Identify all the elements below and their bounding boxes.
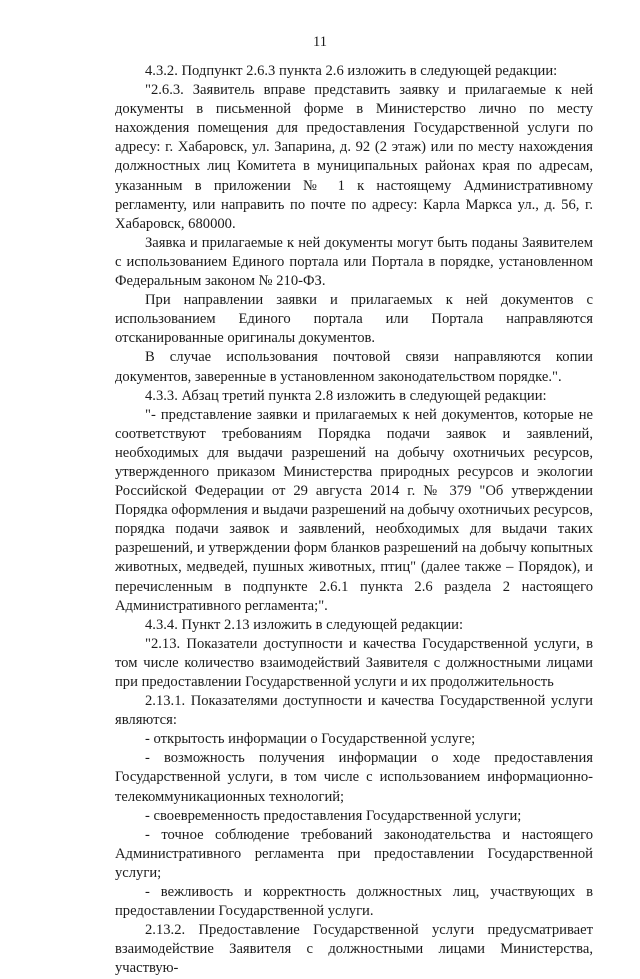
paragraph-portal-submission: Заявка и прилагаемые к ней документы могут быть поданы Заявителем с использованием Единого портала или Портала в порядке, установленном Федеральным законом № 210-ФЗ. [115, 234, 593, 290]
paragraph-postal-copies: В случае использования почтовой связи направляются копии документов, заверенные в установленном законодательством порядке.". [115, 349, 593, 385]
paragraph-2-13-2: 2.13.2. Предоставление Государственной услуги предусматривает взаимодействие Заявителя с должностными лицами Министерства, участвую- [115, 922, 593, 977]
paragraph-scanned-originals: При направлении заявки и прилагаемых к ней документов с использованием Единого портала или Портала направляются отсканированные оригиналы документов. [115, 292, 593, 347]
paragraph-4-3-4: 4.3.4. Пункт 2.13 изложить в следующей редакции: [145, 616, 464, 633]
paragraph-2-13-1: 2.13.1. Показателями доступности и качества Государственной услуги являются: [115, 693, 593, 729]
list-item-courtesy: - вежливость и корректность должностных лиц, участвующих в предоставлении Государственной услуги. [115, 884, 593, 920]
paragraph-refusal-ground: "- представление заявки и прилагаемых к ней документов, которые не соответствуют требованиям Порядка подачи заявок и заявлений, необходимых для выдачи разрешений на добычу охотничьих ресурсов, утвержденного приказом Министерства природных ресурсов и экологии Российской Федерации от 29 августа 2014 г. № 379 "Об утверждении Порядка оформления и выдачи разрешений на добычу охотничьих ресурсов, порядка подачи заявок и заявлений, необходимых для выдачи таких разрешений, и утверждении форм бланков разрешений на добычу копытных животных, медведей, пушных животных, птиц" (далее также – Порядок), и перечисленным в подпункте 2.6.1 пункта 2.6 раздела 2 настоящего Административного регламента;". [115, 406, 593, 614]
paragraph-2-6-3: "2.6.3. Заявитель вправе представить заявку и прилагаемые к ней документы в письменной форме в Министерство лично по месту нахождения помещения для предоставления Государственной услуги по адресу: г. Хабаровск, ул. Запарина, д. 92 (2 этаж) или по месту нахождения должностных лиц Комитета в муниципальных районах края по адресам, указанным в приложении № 1 к настоящему Административному регламенту, или направить по почте по адресу: Карла Маркса ул., д. 56, г. Хабаровск, 680000. [115, 82, 593, 232]
document-body [115, 62, 593, 979]
page-number: 11 [313, 34, 327, 50]
list-item-compliance: - точное соблюдение требований законодательства и настоящего Административного регламента при предоставлении Государственной услуги; [115, 826, 593, 881]
paragraph-4-3-3: 4.3.3. Абзац третий пункта 2.8 изложить в следующей редакции: [145, 387, 547, 404]
list-item-timeliness: - своевременность предоставления Государственной услуги; [145, 807, 522, 824]
paragraph-4-3-2: 4.3.2. Подпункт 2.6.3 пункта 2.6 изложить в следующей редакции: [145, 63, 558, 79]
list-item-progress-info: - возможность получения информации о ходе предоставления Государственной услуги, в том числе с использованием информационно-телекоммуникационных технологий; [115, 750, 593, 805]
list-item-openness: - открытость информации о Государственной услуге; [145, 731, 476, 748]
paragraph-2-13: "2.13. Показатели доступности и качества Государственной услуги, в том числе количество взаимодействий Заявителя с должностными лицами при предоставлении Государственной услуги и их продолжительность [115, 635, 593, 690]
